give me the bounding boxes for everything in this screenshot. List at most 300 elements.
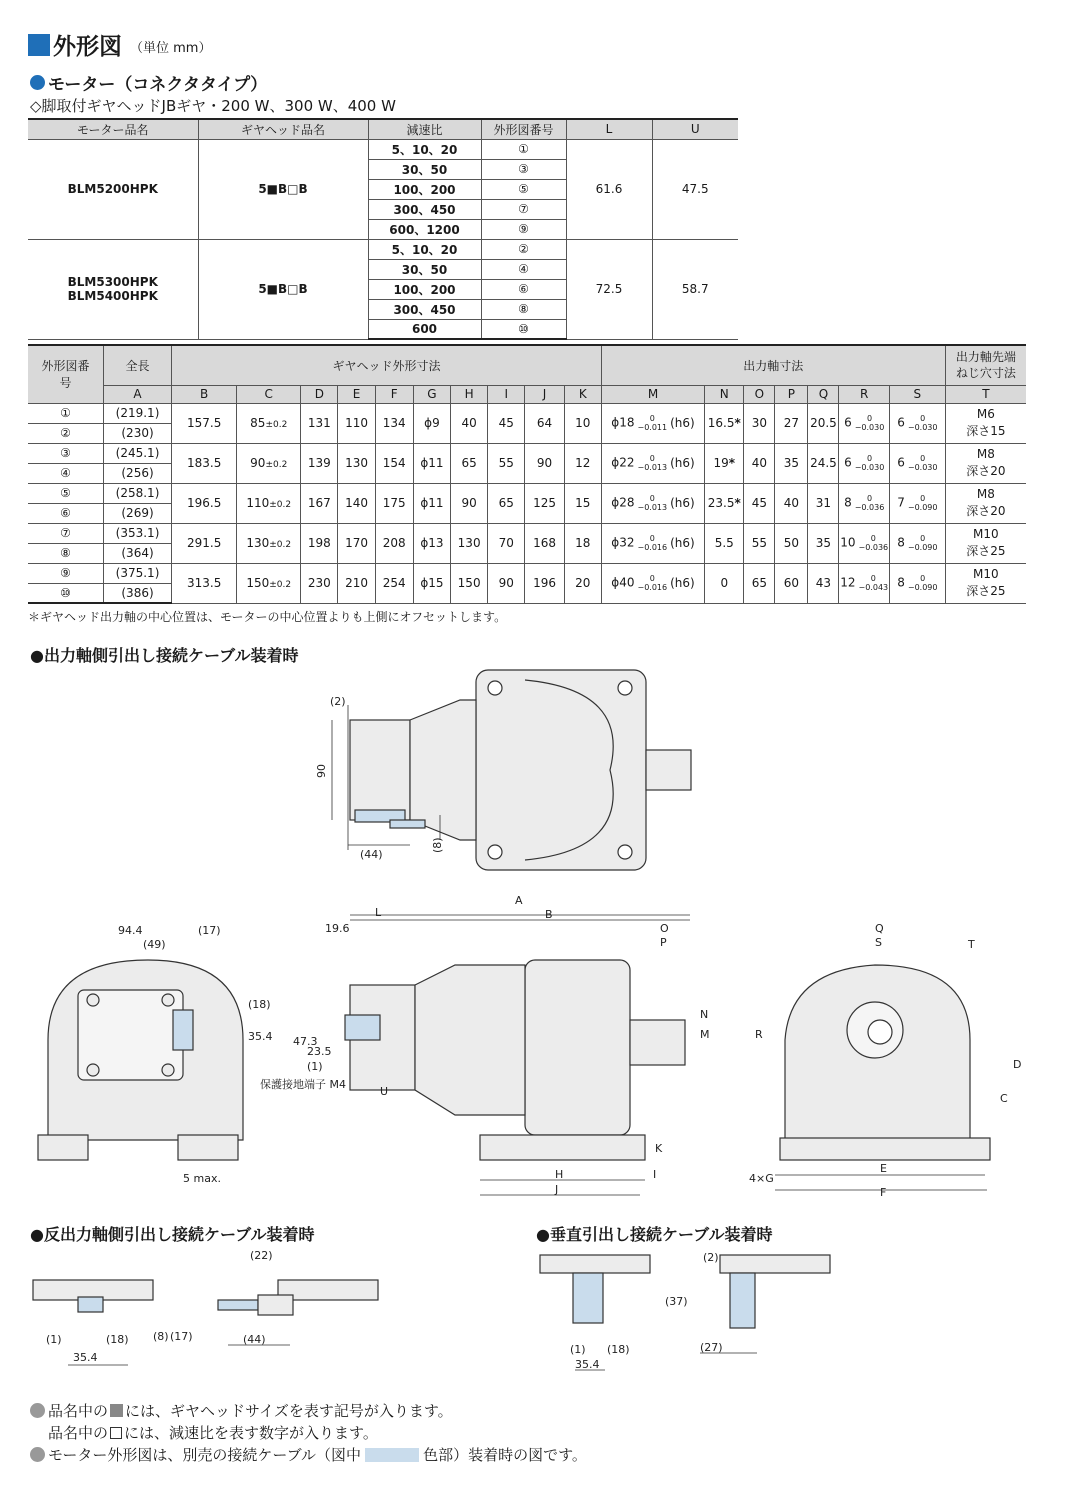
tolerance xyxy=(908,494,938,512)
dim-E: 140 xyxy=(338,483,375,523)
dim-T xyxy=(945,443,1026,483)
gear-heading: ◇脚取付ギヤヘッドJBギヤ・200 W、300 W、400 W xyxy=(30,97,396,115)
dim-T xyxy=(945,403,1026,443)
tolerance xyxy=(908,414,938,432)
dim-end-R: R xyxy=(755,1028,763,1041)
dim-front-35: 35.4 xyxy=(248,1030,273,1043)
dim-K: 12 xyxy=(564,443,601,483)
dim-C-value: 85 xyxy=(250,416,266,430)
dim-C-value: 90 xyxy=(250,456,266,470)
dim-vert-27: (27) xyxy=(700,1341,723,1354)
dim-B: 157.5 xyxy=(172,403,237,443)
tol-lower: −0.011 xyxy=(637,423,668,432)
fig-number-cell: ④ xyxy=(481,259,566,279)
dim-rev-8: (8) xyxy=(153,1330,169,1343)
motor-heading: モーター（コネクタタイプ） xyxy=(30,70,267,95)
dim-P: 50 xyxy=(775,523,808,563)
tolerance xyxy=(855,494,885,512)
offset-star: * xyxy=(734,416,741,430)
dim-side-U: U xyxy=(380,1085,389,1098)
tol-lower: −0.030 xyxy=(907,463,938,472)
dim-end-S: S xyxy=(875,936,882,949)
dim-Q: 35 xyxy=(808,523,839,563)
dim-side-A: A xyxy=(515,894,523,907)
dim-M-value: ϕ22 xyxy=(611,455,635,470)
dim-side-P: P xyxy=(660,936,667,949)
col-letter-C: C xyxy=(237,385,301,403)
dim-O: 45 xyxy=(744,483,775,523)
dim-C-tol: ±0.2 xyxy=(265,460,288,470)
dim-B: 313.5 xyxy=(172,563,237,603)
dim-E: 130 xyxy=(338,443,375,483)
dim-side-N: N xyxy=(700,1008,709,1021)
dim-O: 40 xyxy=(744,443,775,483)
dim-H: 40 xyxy=(451,403,488,443)
tol-upper: 0 xyxy=(866,494,873,503)
dim-side-J: J xyxy=(555,1183,559,1196)
model-name-text: BLM5200HPK xyxy=(67,182,158,196)
dim-front-5max: 5 max. xyxy=(183,1172,221,1185)
dim-I: 70 xyxy=(488,523,525,563)
thread-depth: 深さ20 xyxy=(966,504,1006,518)
footnote-1: 品名中の には、ギヤヘッドサイズを表す記号が入ります。 xyxy=(30,1400,453,1421)
tol-upper: 0 xyxy=(866,454,873,463)
dim-J: 196 xyxy=(525,563,564,603)
header-fig-no: 外形図番号 xyxy=(481,119,566,139)
col-letter-F: F xyxy=(375,385,413,403)
dim-side-23: 23.5 xyxy=(307,1045,332,1058)
dim-G: ϕ13 xyxy=(413,523,450,563)
title-square-icon xyxy=(28,34,50,56)
dim-N-value: 16.5 xyxy=(707,416,735,430)
header-model: モーター品名 xyxy=(28,119,198,139)
length-A: (256) xyxy=(103,463,171,483)
header-shaft-dims: 出力軸寸法 xyxy=(601,345,945,385)
gearbox-body xyxy=(476,670,646,870)
tol-lower: −0.013 xyxy=(637,463,668,472)
length-A: (245.1) xyxy=(103,443,171,463)
thread-size: M8 xyxy=(976,447,995,461)
output-shaft xyxy=(646,750,691,790)
dim-B: 291.5 xyxy=(172,523,237,563)
dim-C xyxy=(237,523,301,563)
dim-N xyxy=(705,563,744,603)
col-letter-P: P xyxy=(775,385,808,403)
ratio-cell: 5、10、20 xyxy=(368,139,481,159)
dim-R-value: 6 xyxy=(844,415,852,430)
dim-F: 254 xyxy=(375,563,413,603)
dim-vert-18: (18) xyxy=(607,1343,630,1356)
dim-end-E: E xyxy=(880,1162,887,1175)
dim-J: 90 xyxy=(525,443,564,483)
bullet-icon xyxy=(30,75,45,90)
offset-star: * xyxy=(728,456,736,470)
length-A: (375.1) xyxy=(103,563,171,583)
tol-upper: 0 xyxy=(920,494,926,503)
tol-lower: −0.036 xyxy=(854,503,885,512)
tol-lower: −0.030 xyxy=(854,423,885,432)
dim-R xyxy=(839,563,890,603)
dim-I: 90 xyxy=(488,563,525,603)
fig-number-cell: ③ xyxy=(481,159,566,179)
dim-C xyxy=(237,483,301,523)
fig-number: ⑤ xyxy=(28,483,103,503)
dim-E: 210 xyxy=(338,563,375,603)
col-letter-E: E xyxy=(338,385,375,403)
dim-rev-17: (17) xyxy=(170,1330,193,1343)
top-view-drawing xyxy=(310,660,710,875)
unit-label: （単位 mm） xyxy=(130,41,212,56)
dim-T xyxy=(945,523,1026,563)
col-letter-G: G xyxy=(413,385,450,403)
tolerance xyxy=(637,494,667,512)
tol-upper: 0 xyxy=(920,534,926,543)
U-cell: 58.7 xyxy=(652,239,738,339)
length-A: (353.1) xyxy=(103,523,171,543)
end-view-drawing xyxy=(749,920,1045,1210)
dim-H: 130 xyxy=(451,523,488,563)
dim-D: 131 xyxy=(301,403,338,443)
tolerance xyxy=(859,574,889,592)
ground-terminal-label: 保護接地端子 M4 xyxy=(260,1078,346,1091)
thread-depth: 深さ20 xyxy=(966,464,1006,478)
dim-K: 18 xyxy=(564,523,601,563)
dim-H: 65 xyxy=(451,443,488,483)
tolerance xyxy=(637,574,667,592)
tol-lower: −0.016 xyxy=(637,543,668,552)
fig-number: ⑧ xyxy=(28,543,103,563)
dim-side-B: B xyxy=(545,908,553,921)
tol-upper: 0 xyxy=(649,454,655,463)
dim-I: 55 xyxy=(488,443,525,483)
shaft-side xyxy=(630,1020,685,1065)
dim-top-8: (8) xyxy=(431,837,444,853)
dim-vert-2: (2) xyxy=(703,1251,719,1264)
dim-S-value: 6 xyxy=(897,415,905,430)
tolerance xyxy=(855,414,885,432)
L-cell: 72.5 xyxy=(566,239,652,339)
dim-P: 40 xyxy=(775,483,808,523)
dim-C xyxy=(237,563,301,603)
gearbox-side xyxy=(525,960,630,1135)
dim-O: 55 xyxy=(744,523,775,563)
dim-P: 35 xyxy=(775,443,808,483)
length-A: (364) xyxy=(103,543,171,563)
offset-note: ＊ギヤヘッド出力軸の中心位置は、モーターの中心位置よりも上側にオフセットします。 xyxy=(28,610,507,624)
dim-J: 168 xyxy=(525,523,564,563)
fit-class: (h6) xyxy=(670,455,695,470)
dim-N-value: 23.5 xyxy=(707,496,735,510)
dim-side-O: O xyxy=(660,922,669,935)
dim-J: 125 xyxy=(525,483,564,523)
fig-number-cell: ② xyxy=(481,239,566,259)
dim-rev-18: (18) xyxy=(106,1333,129,1346)
col-letter-J: J xyxy=(525,385,564,403)
dimension-table-header xyxy=(28,345,1026,385)
model-table-header xyxy=(28,119,738,139)
dim-M xyxy=(601,483,704,523)
dim-D: 167 xyxy=(301,483,338,523)
gearhead-name: 5■B□B xyxy=(198,139,368,239)
dim-S xyxy=(889,563,945,603)
dim-end-T: T xyxy=(968,938,975,951)
L-cell: 61.6 xyxy=(566,139,652,239)
col-letter-R: R xyxy=(839,385,890,403)
dim-R xyxy=(839,443,890,483)
fig-number: ④ xyxy=(28,463,103,483)
tolerance xyxy=(908,534,938,552)
dim-C-value: 130 xyxy=(246,536,270,550)
dim-B: 183.5 xyxy=(172,443,237,483)
section-reverse-cable: ●反出力軸側引出し接続ケーブル装着時 xyxy=(30,1225,315,1244)
tol-lower: −0.030 xyxy=(907,423,938,432)
dim-E: 110 xyxy=(338,403,375,443)
tol-lower: −0.090 xyxy=(907,583,938,592)
fig-number-cell: ⑩ xyxy=(481,319,566,339)
length-A: (386) xyxy=(103,583,171,603)
dim-K: 15 xyxy=(564,483,601,523)
dim-T xyxy=(945,563,1026,603)
dim-G: ϕ11 xyxy=(413,483,450,523)
col-letter-O: O xyxy=(744,385,775,403)
dim-C xyxy=(237,403,301,443)
dim-front-17: (17) xyxy=(198,924,221,937)
dim-vert-35: 35.4 xyxy=(575,1358,600,1371)
dimension-row xyxy=(28,483,1026,503)
header-thread-dims: 出力軸先端ねじ穴寸法 xyxy=(945,345,1026,385)
tol-lower: −0.090 xyxy=(907,503,938,512)
tol-lower: −0.030 xyxy=(854,463,885,472)
dim-S-value: 7 xyxy=(897,495,905,510)
dim-C-tol: ±0.2 xyxy=(265,420,288,430)
dim-B: 196.5 xyxy=(172,483,237,523)
fig-number-cell: ⑦ xyxy=(481,199,566,219)
dim-N xyxy=(705,483,744,523)
dim-O: 30 xyxy=(744,403,775,443)
dimension-row xyxy=(28,563,1026,583)
dimension-col-letters xyxy=(28,385,1026,403)
col-letter-N: N xyxy=(705,385,744,403)
col-letter-A: A xyxy=(103,385,171,403)
dim-I: 45 xyxy=(488,403,525,443)
tolerance xyxy=(637,454,667,472)
dim-C-value: 110 xyxy=(246,496,270,510)
model-table xyxy=(28,118,738,340)
tol-upper: 0 xyxy=(649,574,655,583)
front-view-drawing xyxy=(28,920,278,1190)
thread-size: M6 xyxy=(976,407,995,421)
tol-upper: 0 xyxy=(920,574,926,583)
model-table-row xyxy=(28,139,738,159)
dim-top-44: (44) xyxy=(360,848,383,861)
model-name-text: BLM5300HPK xyxy=(67,275,158,289)
tol-upper: 0 xyxy=(649,494,655,503)
dim-S xyxy=(889,403,945,443)
section-vertical-cable: ●垂直引出し接続ケーブル装着時 xyxy=(536,1225,773,1244)
tolerance xyxy=(908,574,938,592)
dim-K: 20 xyxy=(564,563,601,603)
section-output-cable: ●出力軸側引出し接続ケーブル装着時 xyxy=(30,646,299,665)
dim-E: 170 xyxy=(338,523,375,563)
thread-depth: 深さ25 xyxy=(966,584,1006,598)
dim-F: 208 xyxy=(375,523,413,563)
model-name-text: BLM5400HPK xyxy=(67,289,158,303)
tolerance xyxy=(855,454,885,472)
motor-connector-block xyxy=(350,720,410,820)
dim-C-tol: ±0.2 xyxy=(269,580,292,590)
dim-C xyxy=(237,443,301,483)
offset-star: * xyxy=(734,496,741,510)
length-A: (230) xyxy=(103,423,171,443)
dim-N xyxy=(705,443,744,483)
dim-S xyxy=(889,523,945,563)
fit-class: (h6) xyxy=(670,495,695,510)
dim-end-4G: 4×G xyxy=(749,1172,774,1185)
dim-Q: 24.5 xyxy=(808,443,839,483)
fit-class: (h6) xyxy=(670,575,695,590)
dim-end-F: F xyxy=(880,1186,887,1199)
col-letter-K: K xyxy=(564,385,601,403)
dim-side-I: I xyxy=(653,1168,657,1181)
tolerance xyxy=(908,454,938,472)
fig-number: ② xyxy=(28,423,103,443)
dim-end-D: D xyxy=(1013,1058,1022,1071)
dim-front-94: 94.4 xyxy=(118,924,143,937)
dim-S-value: 8 xyxy=(897,535,905,550)
dimension-table xyxy=(28,344,1026,604)
dim-T xyxy=(945,483,1026,523)
tol-lower: −0.090 xyxy=(907,543,938,552)
dim-S xyxy=(889,443,945,483)
dim-H: 150 xyxy=(451,563,488,603)
model-name xyxy=(28,139,198,239)
dim-Q: 43 xyxy=(808,563,839,603)
fig-number-cell: ⑤ xyxy=(481,179,566,199)
dim-R-value: 8 xyxy=(844,495,852,510)
dim-end-Q: Q xyxy=(875,922,884,935)
tol-lower: −0.016 xyxy=(637,583,668,592)
tol-upper: 0 xyxy=(870,534,876,543)
dim-top-90: 90 xyxy=(315,764,328,778)
dim-rev-22: (22) xyxy=(250,1249,273,1262)
length-A: (258.1) xyxy=(103,483,171,503)
dim-side-1: (1) xyxy=(307,1060,323,1073)
ratio-cell: 300、450 xyxy=(368,199,481,219)
tol-upper: 0 xyxy=(870,574,876,583)
gearhead-name: 5■B□B xyxy=(198,239,368,339)
vertical-view-drawing xyxy=(535,1245,835,1380)
dim-O: 65 xyxy=(744,563,775,603)
tolerance xyxy=(637,414,667,432)
ratio-cell: 600 xyxy=(368,319,481,339)
dim-rev-35: 35.4 xyxy=(73,1351,98,1364)
thread-depth: 深さ15 xyxy=(966,424,1006,438)
page-title: 外形図 （単位 mm） xyxy=(28,28,211,61)
header-ratio: 減速比 xyxy=(368,119,481,139)
dim-R xyxy=(839,483,890,523)
header-gear: ギヤヘッド品名 xyxy=(198,119,368,139)
model-table-row xyxy=(28,239,738,259)
dim-F: 154 xyxy=(375,443,413,483)
dim-S-value: 8 xyxy=(897,575,905,590)
fit-class: (h6) xyxy=(670,415,695,430)
tol-upper: 0 xyxy=(649,414,655,423)
dim-R-value: 6 xyxy=(844,455,852,470)
dim-C-value: 150 xyxy=(246,576,270,590)
tol-lower: −0.036 xyxy=(858,543,889,552)
ratio-cell: 5、10、20 xyxy=(368,239,481,259)
dimension-row xyxy=(28,403,1026,423)
dim-side-L: L xyxy=(375,906,382,919)
grey-bullet-icon xyxy=(30,1403,45,1418)
fig-number-cell: ⑨ xyxy=(481,219,566,239)
thread-size: M8 xyxy=(976,487,995,501)
dim-R xyxy=(839,403,890,443)
dim-front-18: (18) xyxy=(248,998,271,1011)
dim-front-49: (49) xyxy=(143,938,166,951)
dim-Q: 20.5 xyxy=(808,403,839,443)
col-letter-Q: Q xyxy=(808,385,839,403)
header-fig-number: 外形図番号 xyxy=(28,345,103,403)
dim-K: 10 xyxy=(564,403,601,443)
col-letter-T: T xyxy=(945,385,1026,403)
header-L: L xyxy=(566,119,652,139)
dim-G: ϕ15 xyxy=(413,563,450,603)
dimension-row xyxy=(28,443,1026,463)
tol-lower: −0.043 xyxy=(858,583,889,592)
col-letter-D: D xyxy=(301,385,338,403)
col-letter-B: B xyxy=(172,385,237,403)
tol-upper: 0 xyxy=(920,414,926,423)
fit-class: (h6) xyxy=(670,535,695,550)
model-name xyxy=(28,239,198,339)
dim-M-value: ϕ40 xyxy=(611,575,635,590)
dim-F: 134 xyxy=(375,403,413,443)
length-A: (219.1) xyxy=(103,403,171,423)
tolerance xyxy=(859,534,889,552)
dim-F: 175 xyxy=(375,483,413,523)
header-total-length: 全長 xyxy=(103,345,171,385)
dim-P: 27 xyxy=(775,403,808,443)
dim-N-value: 19 xyxy=(713,456,729,470)
col-letter-I: I xyxy=(488,385,525,403)
dim-C-tol: ±0.2 xyxy=(269,540,292,550)
dim-N-value: 0 xyxy=(720,576,729,590)
fig-number: ⑩ xyxy=(28,583,103,603)
dim-M xyxy=(601,403,704,443)
tolerance xyxy=(637,534,667,552)
dim-M xyxy=(601,523,704,563)
dim-H: 90 xyxy=(451,483,488,523)
dim-R xyxy=(839,523,890,563)
dim-N-value: 5.5 xyxy=(714,536,734,550)
dim-M-value: ϕ28 xyxy=(611,495,635,510)
col-letter-M: M xyxy=(601,385,704,403)
header-U: U xyxy=(652,119,738,139)
dim-C-tol: ±0.2 xyxy=(269,500,292,510)
dim-M xyxy=(601,443,704,483)
dim-I: 65 xyxy=(488,483,525,523)
thread-size: M10 xyxy=(973,527,999,541)
fig-number-cell: ① xyxy=(481,139,566,159)
dim-N xyxy=(705,523,744,563)
dim-G: ϕ9 xyxy=(413,403,450,443)
dim-side-H: H xyxy=(555,1168,564,1181)
dim-vert-1: (1) xyxy=(570,1343,586,1356)
col-letter-H: H xyxy=(451,385,488,403)
dim-M-value: ϕ32 xyxy=(611,535,635,550)
dim-side-19: 19.6 xyxy=(325,922,350,935)
